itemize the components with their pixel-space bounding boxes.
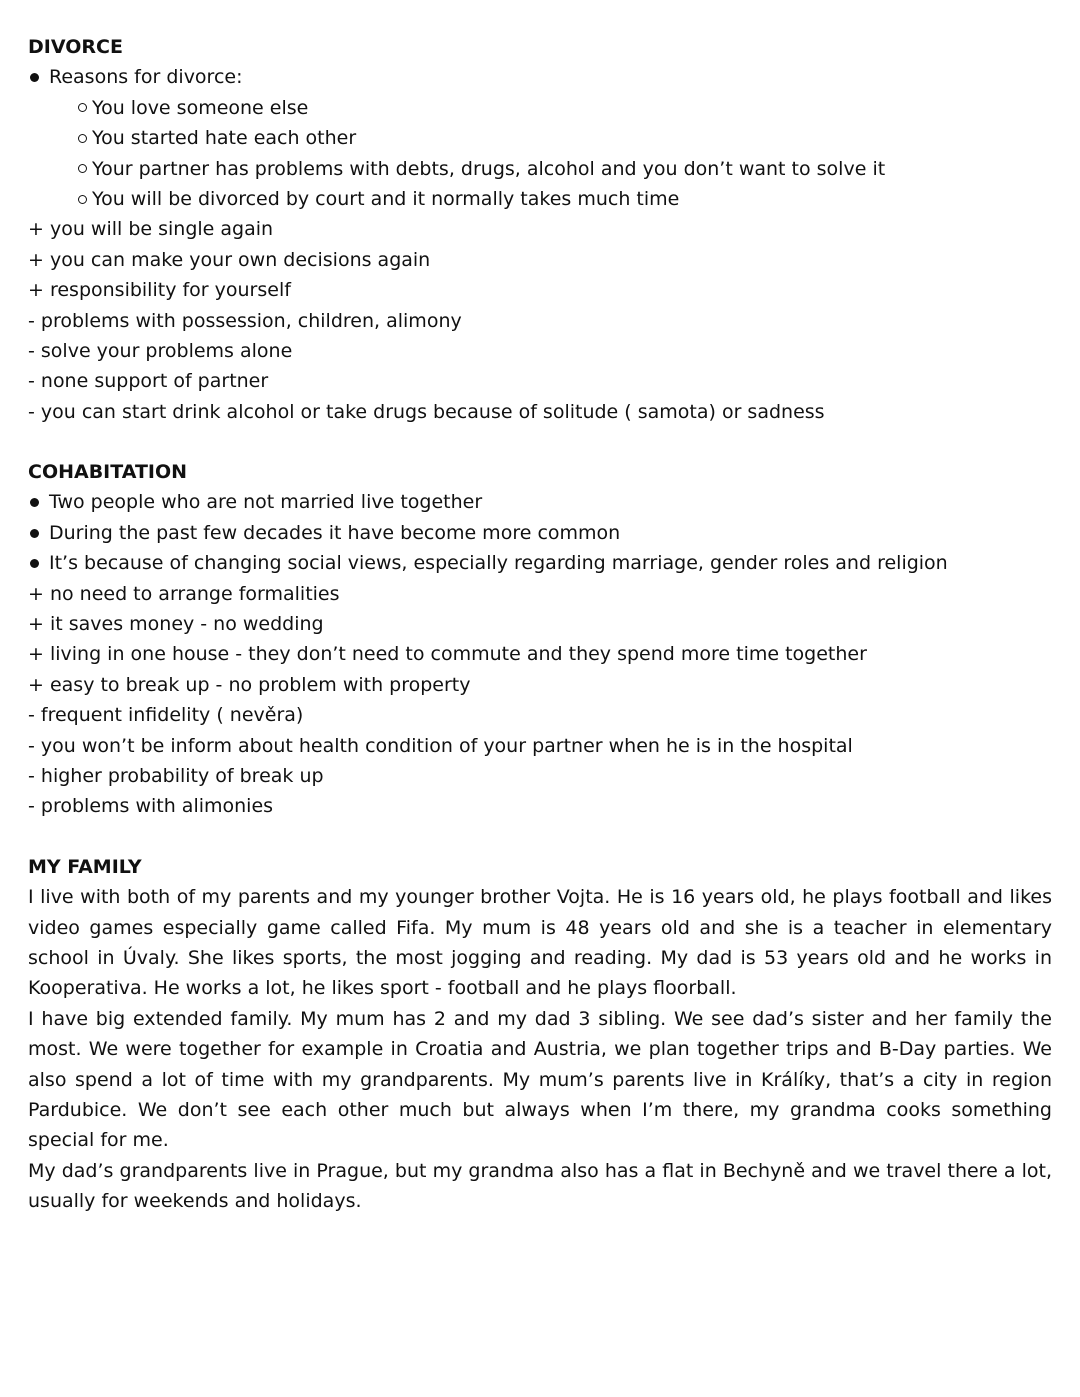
cohabitation-pro-item: + living in one house - they don’t need to commute and they spend more time together (28, 643, 867, 666)
divorce-heading: DIVORCE (28, 36, 123, 58)
bullet-text: Two people who are not married live together (49, 491, 483, 514)
hollow-bullet-icon (78, 164, 87, 173)
cohabitation-con-item: - higher probability of break up (28, 764, 324, 787)
divorce-reasons-bullet (28, 62, 1052, 92)
divorce-pro-item: + you can make your own decisions again (28, 248, 431, 271)
bullet-text: It’s because of changing social views, especially regarding marriage, gender roles and religion (49, 552, 948, 575)
cohabitation-bullet (28, 518, 1052, 548)
divorce-con-item: - you can start drink alcohol or take drugs because of solitude ( samota) or sadness (28, 400, 825, 423)
hollow-bullet-icon (78, 195, 87, 204)
hollow-bullet-icon (78, 103, 87, 112)
divorce-reason-item (28, 184, 1052, 214)
cohabitation-pro-item: + no need to arrange formalities (28, 582, 340, 605)
bullet-dot-icon (30, 73, 39, 82)
cohabitation-section (28, 457, 1052, 822)
divorce-con-item: - problems with possession, children, alimony (28, 309, 462, 332)
bullet-dot-icon (30, 498, 39, 507)
cohabitation-con-item: - you won’t be inform about health condition of your partner when he is in the hospital (28, 734, 853, 757)
cohabitation-bullet (28, 487, 1052, 517)
cohabitation-con-item: - problems with alimonies (28, 795, 274, 818)
bullet-text: During the past few decades it have become more common (49, 521, 621, 544)
reason-text: Your partner has problems with debts, drugs, alcohol and you don’t want to solve it (92, 157, 886, 180)
divorce-reason-item (28, 154, 1052, 184)
divorce-pro-item: + you will be single again (28, 218, 274, 241)
reason-text: You started hate each other (92, 127, 357, 150)
divorce-section (28, 32, 1052, 427)
divorce-con-item: - solve your problems alone (28, 339, 293, 362)
divorce-reason-item (28, 123, 1052, 153)
family-heading: MY FAMILY (28, 855, 142, 878)
bullet-dot-icon (30, 559, 39, 568)
family-paragraph: I live with both of my parents and my younger brother Vojta. He is 16 years old, he plays football and likes video games especially game called Fifa. My mum is 48 years old and she is a teacher in elementary school in Úvaly. She likes sports, the most jogging and reading. My dad is 53 years old and he works in Kooperativa. He works a lot, he likes sport - football and he plays floorball. (28, 886, 1052, 1000)
bullet-dot-icon (30, 529, 39, 538)
cohabitation-heading: COHABITATION (28, 461, 188, 484)
bullet-text: Reasons for divorce: (49, 66, 243, 89)
hollow-bullet-icon (78, 134, 87, 143)
reason-text: You love someone else (92, 96, 309, 119)
cohabitation-bullet (28, 548, 1052, 578)
divorce-reason-item (28, 93, 1052, 123)
divorce-pro-item: + responsibility for yourself (28, 279, 291, 302)
document-page (28, 32, 1052, 1217)
family-paragraph: I have big extended family. My mum has 2 and my dad 3 sibling. We see dad’s sister and her family the most. We were together for example in Croatia and Austria, we plan together trips and B-Day parties. We also spend a lot of time with my grandparents. My mum’s parents live in Králíky, that’s a city in region Pardubice. We don’t see each other much but always when I’m there, my grandma cooks something special for me. (28, 1007, 1052, 1152)
family-paragraph: My dad’s grandparents live in Prague, but my grandma also has a flat in Bechyně and we travel there a lot, usually for weekends and holidays. (28, 1159, 1052, 1213)
cohabitation-con-item: - frequent infidelity ( nevěra) (28, 704, 304, 727)
family-section (28, 852, 1052, 1217)
reason-text: You will be divorced by court and it normally takes much time (92, 187, 680, 210)
divorce-con-item: - none support of partner (28, 370, 269, 393)
cohabitation-pro-item: + it saves money - no wedding (28, 613, 324, 636)
cohabitation-pro-item: + easy to break up - no problem with property (28, 673, 471, 696)
